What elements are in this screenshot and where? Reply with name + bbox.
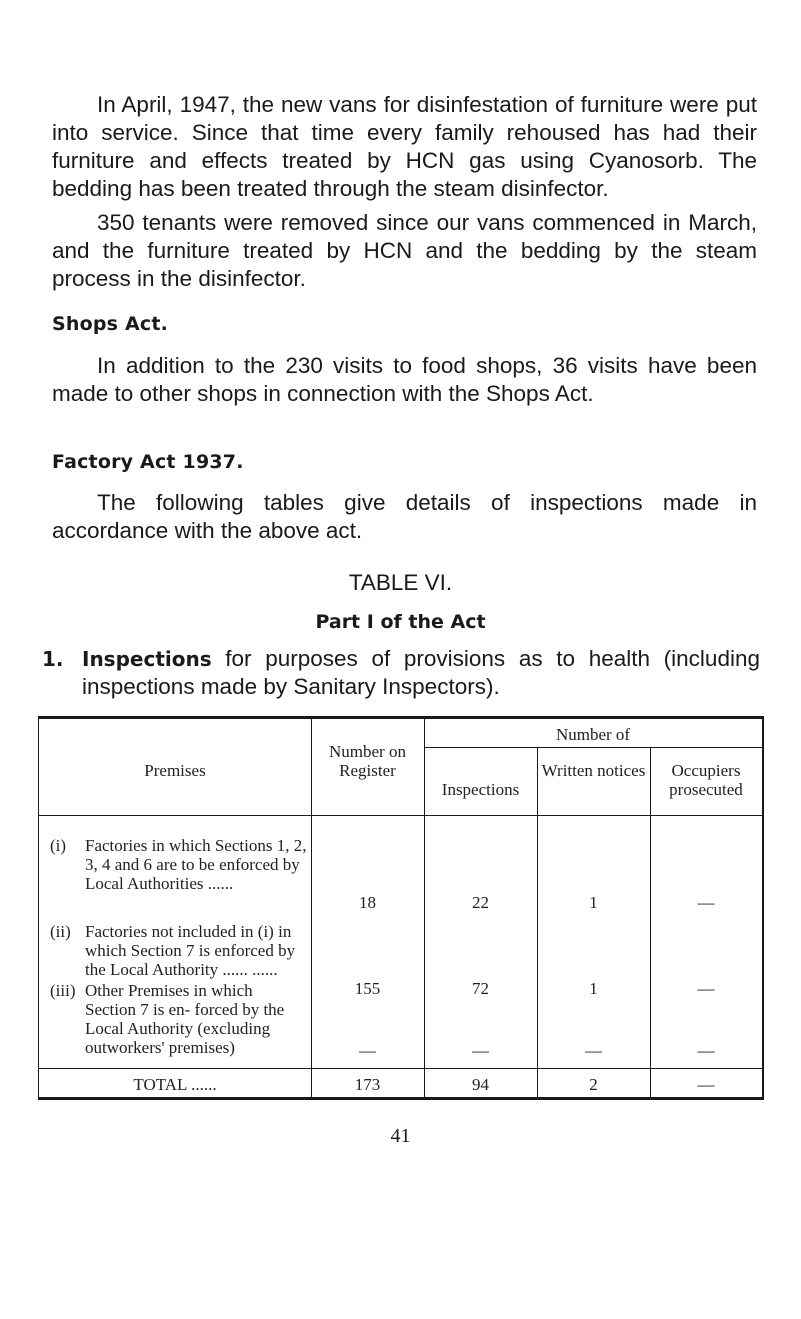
item-1-bold-term: Inspections [82, 647, 212, 671]
row-register: 155 [354, 979, 381, 998]
row-premises-desc: Factories in which Sections 1, 2, 3, 4 and 6 are to be enforced by Local Authorities ...... [85, 836, 307, 893]
row-register: 18 [359, 893, 376, 912]
paragraph-tenants-text: 350 tenants were removed since our vans commenced in March, and the furniture treated by HCN and the bedding by the steam process in the disinfector. [52, 210, 757, 291]
row-index: (ii) [50, 922, 71, 941]
header-number-on-register: Number on Register [329, 742, 406, 780]
total-notices: 2 [589, 1075, 598, 1094]
row-premises-desc: Factories not included in (i) in which Section 7 is enforced by the Local Authority ...... ...... [85, 922, 296, 979]
row-notices: — [585, 1041, 602, 1060]
paragraph-disinfestation-text: In April, 1947, the new vans for disinfestation of furniture were put into service. Since that time every family rehoused has had their furniture and effects treated by HCN gas using Cyanosorb. The bedding has been treated through the steam disinfector. [52, 92, 757, 201]
header-number-of: Number of [555, 725, 631, 744]
total-prosecuted: — [697, 1075, 715, 1094]
header-inspections: Inspections [441, 780, 520, 799]
item-1-line-2: inspections made by Sanitary Inspectors). [82, 674, 500, 699]
row-inspections: 72 [472, 979, 489, 998]
total-register: 173 [354, 1075, 381, 1094]
row-prosecuted: — [697, 1041, 715, 1060]
row-prosecuted: — [697, 893, 715, 912]
paragraph-shops-text: In addition to the 230 visits to food shops, 36 visits have been made to other shops in connection with the Shops Act. [52, 353, 757, 406]
item-1-line-1 [82, 645, 760, 673]
header-written-notices: Written notices [541, 761, 646, 780]
total-label: TOTAL ...... [133, 1075, 217, 1094]
row-notices: 1 [589, 893, 598, 912]
row-inspections: 22 [472, 893, 489, 912]
inspections-table [38, 716, 764, 1100]
row-prosecuted: — [697, 979, 715, 998]
part-title: Part I of the Act [315, 611, 486, 633]
paragraph-shops [52, 352, 757, 408]
shops-act-heading: Shops Act. [52, 313, 169, 335]
row-notices: 1 [589, 979, 598, 998]
page-number: 41 [390, 1125, 411, 1147]
row-index: (iii) [50, 981, 76, 1000]
paragraph-factory [52, 489, 757, 545]
row-premises-desc: Other Premises in which Section 7 is en- forced by the Local Authority (excluding outworkers' premises) [85, 981, 285, 1057]
header-premises: Premises [144, 761, 206, 780]
paragraph-factory-text: The following tables give details of inspections made in accordance with the above act. [52, 490, 757, 543]
total-inspections: 94 [472, 1075, 489, 1094]
row-index: (i) [50, 836, 67, 855]
paragraph-tenants [52, 209, 757, 293]
item-number: 1. [42, 647, 64, 671]
header-occupiers-prosecuted: Occupiers prosecuted [669, 761, 743, 799]
table-title: TABLE VI. [348, 570, 453, 595]
paragraph-disinfestation [52, 91, 757, 203]
factory-act-heading: Factory Act 1937. [52, 451, 244, 473]
item-1-line-1-rest: for purposes of provisions as to health (including [225, 646, 760, 671]
row-inspections: — [472, 1041, 489, 1060]
row-register: — [359, 1041, 376, 1060]
